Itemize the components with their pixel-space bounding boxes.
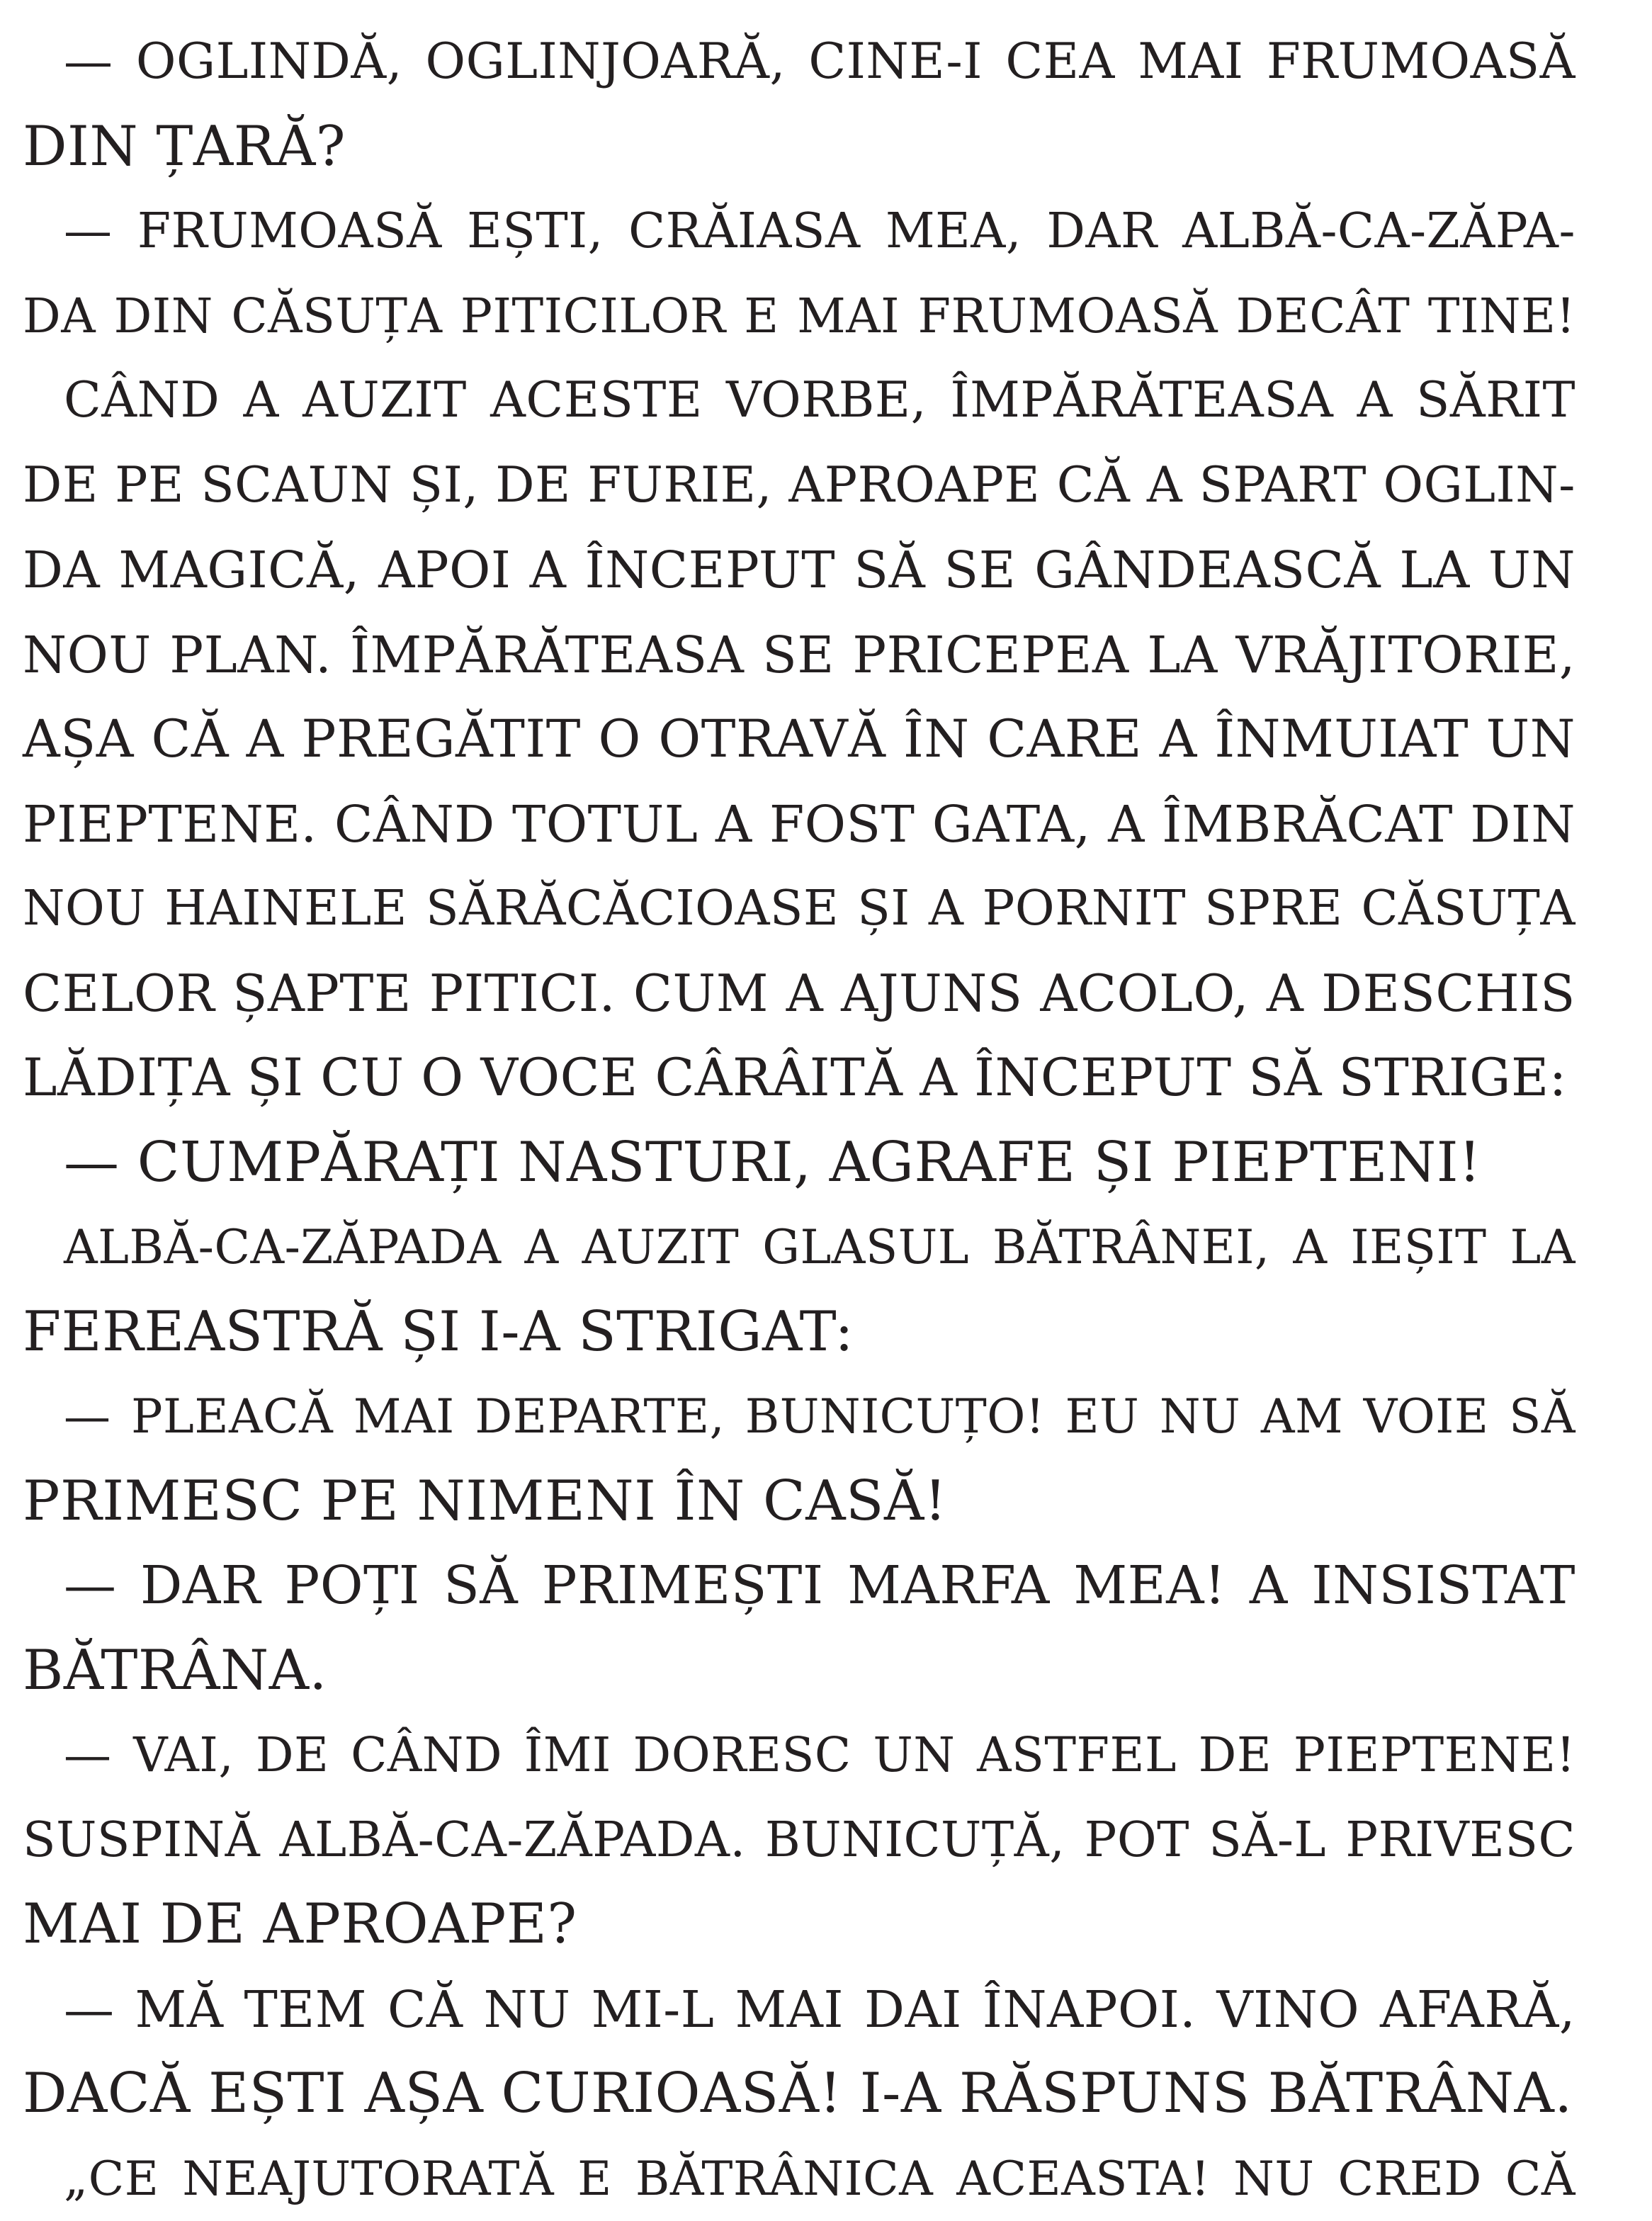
text-line: — MĂ TEM CĂ NU MI-L MAI DAI ÎNAPOI. VINO AFARĂ, [23, 1967, 1575, 2052]
text-line: PIEPTENE. CÂND TOTUL A FOST GATA, A ÎMBRĂCAT DIN [23, 782, 1575, 867]
text-line: — FRUMOASĂ EȘTI, CRĂIASA MEA, DAR ALBĂ-CA-ZĂPA- [23, 189, 1575, 274]
text-line: DA MAGICĂ, APOI A ÎNCEPUT SĂ SE GÂNDEASCĂ LA UN [23, 528, 1575, 613]
text-line: DE PE SCAUN ȘI, DE FURIE, APROAPE CĂ A SPART OGLIN- [23, 443, 1575, 529]
text-line: — CUMPĂRAȚI NASTURI, AGRAFE ȘI PIEPTENI! [23, 1121, 1575, 1206]
text-line: SUSPINĂ ALBĂ-CA-ZĂPADA. BUNICUȚĂ, POT SĂ-L PRIVESC [23, 1798, 1575, 1883]
text-line: NOU PLAN. ÎMPĂRĂTEASA SE PRICEPEA LA VRĂJITORIE, [23, 613, 1575, 698]
text-line: — VAI, DE CÂND ÎMI DORESC UN ASTFEL DE PIEPTENE! [23, 1713, 1575, 1798]
text-line: BĂTRÂNA. [23, 1629, 1575, 1714]
paragraph-mirror-question [23, 20, 1575, 189]
text-line: CELOR ȘAPTE PITICI. CUM A AJUNS ACOLO, A DESCHIS [23, 951, 1575, 1036]
text-line: „CE NEAJUTORATĂ E BĂTRÂNICA ACEASTA! NU CRED CĂ [23, 2137, 1575, 2221]
paragraph-seller-call [23, 1121, 1575, 1206]
text-line: DIN ȚARĂ? [23, 105, 1575, 190]
paragraph-go-away [23, 1374, 1575, 1544]
paragraph-mirror-answer [23, 189, 1575, 358]
paragraph-old-woman-answer [23, 1967, 1575, 2137]
paragraph-old-woman-insists [23, 1544, 1575, 1713]
text-line: AȘA CĂ A PREGĂTIT O OTRAVĂ ÎN CARE A ÎNMUIAT UN [23, 697, 1575, 782]
text-line: CÂND A AUZIT ACESTE VORBE, ÎMPĂRĂTEASA A SĂRIT [23, 358, 1575, 443]
text-line: — DAR POȚI SĂ PRIMEȘTI MARFA MEA! A INSISTAT [23, 1544, 1575, 1629]
text-line: LĂDIȚA ȘI CU O VOCE CÂRÂITĂ A ÎNCEPUT SĂ STRIGE: [23, 1036, 1575, 1121]
paragraph-snow-white-thought [23, 2137, 1575, 2221]
text-line: — PLEACĂ MAI DEPARTE, BUNICUȚO! EU NU AM VOIE SĂ [23, 1374, 1575, 1459]
text-line: FEREASTRĂ ȘI I-A STRIGAT: [23, 1290, 1575, 1375]
paragraph-queen-plan [23, 358, 1575, 1121]
paragraph-snow-white-window [23, 1205, 1575, 1374]
text-line: NOU HAINELE SĂRĂCĂCIOASE ȘI A PORNIT SPRE CĂSUȚA [23, 866, 1575, 951]
text-line: DA DIN CĂSUȚA PITICILOR E MAI FRUMOASĂ DECÂT TINE! [23, 274, 1575, 359]
story-page [23, 20, 1575, 2166]
text-line: DACĂ EȘTI AȘA CURIOASĂ! I-A RĂSPUNS BĂTRÂNA. [23, 2052, 1575, 2137]
text-line: ALBĂ-CA-ZĂPADA A AUZIT GLASUL BĂTRÂNEI, A IEȘIT LA [23, 1205, 1575, 1290]
text-line: — OGLINDĂ, OGLINJOARĂ, CINE-I CEA MAI FRUMOASĂ [23, 20, 1575, 105]
paragraph-snow-white-wish [23, 1713, 1575, 1967]
text-line: MAI DE APROAPE? [23, 1882, 1575, 1967]
text-line: PRIMESC PE NIMENI ÎN CASĂ! [23, 1459, 1575, 1544]
